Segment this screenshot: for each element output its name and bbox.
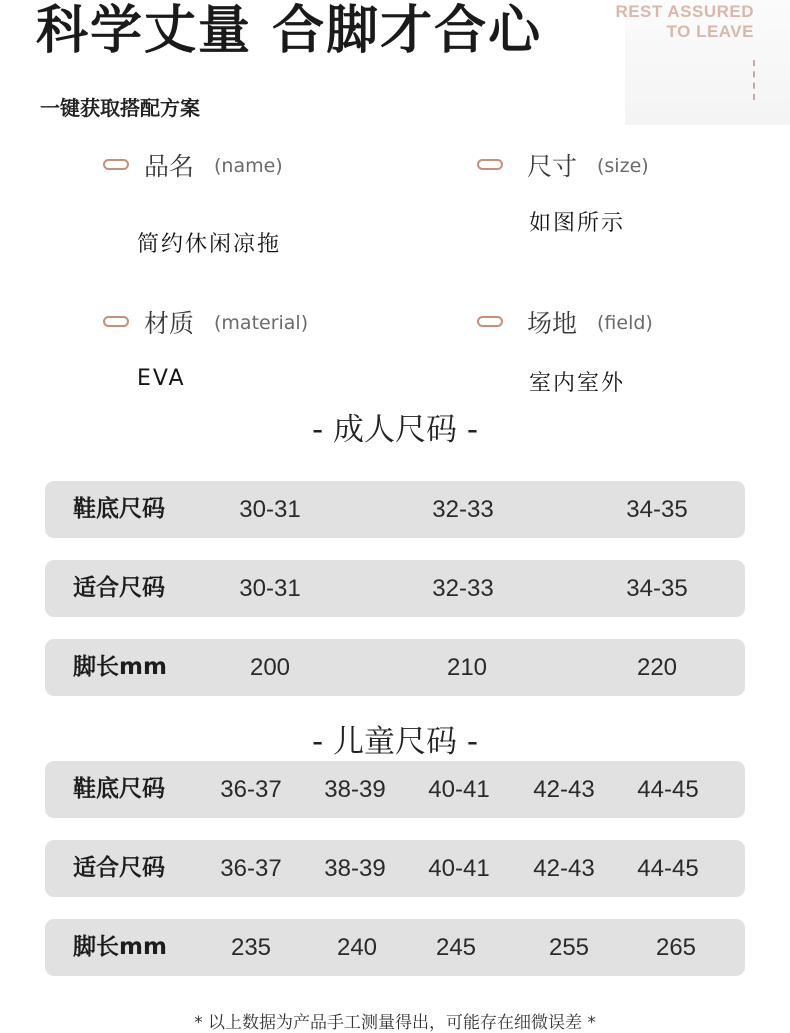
row-label: 鞋底尺码 — [73, 776, 165, 802]
size-cell: 200 — [249, 654, 291, 681]
size-cell: 42-43 — [533, 776, 595, 803]
attr-material-en: (material) — [214, 312, 309, 334]
size-cell: 36-37 — [220, 776, 282, 803]
size-cell: 220 — [636, 654, 678, 681]
size-cell: 42-43 — [533, 855, 595, 882]
size-cell: 265 — [655, 934, 697, 961]
attr-size-value: 如图所示 — [529, 211, 626, 236]
attr-size-en: (size) — [597, 155, 649, 177]
attr-size-label: 尺寸 — [527, 152, 578, 181]
size-cell: 240 — [336, 934, 378, 961]
size-cell: 32-33 — [432, 575, 494, 602]
size-cell: 210 — [446, 654, 488, 681]
size-cell: 235 — [230, 934, 272, 961]
size-cell: 44-45 — [637, 776, 699, 803]
adult-row-fit-size — [45, 560, 745, 617]
kids-row-sole-size — [45, 761, 745, 818]
size-cell: 255 — [548, 934, 590, 961]
size-cell: 36-37 — [220, 855, 282, 882]
page-title: 科学丈量 合脚才合心 — [36, 1, 543, 61]
kids-row-fit-size — [45, 840, 745, 897]
footnote: * 以上数据为产品手工测量得出，可能存在细微误差 * — [194, 1013, 596, 1033]
row-label: 鞋底尺码 — [73, 496, 165, 522]
row-label: 脚长mm — [73, 654, 167, 680]
size-cell: 34-35 — [626, 575, 688, 602]
adult-row-sole-size — [45, 481, 745, 538]
attr-field-value: 室内室外 — [529, 371, 626, 396]
size-cell: 30-31 — [239, 575, 301, 602]
pill-icon — [103, 316, 129, 327]
adult-size-heading: - 成人尺码 - — [311, 412, 479, 448]
size-cell: 40-41 — [428, 776, 490, 803]
size-cell: 40-41 — [428, 855, 490, 882]
pill-icon — [477, 159, 503, 170]
size-cell: 38-39 — [324, 776, 386, 803]
attr-name-label: 品名 — [144, 152, 195, 181]
size-cell: 245 — [435, 934, 477, 961]
row-label: 脚长mm — [73, 934, 167, 960]
size-cell: 32-33 — [432, 496, 494, 523]
adult-row-foot-length — [45, 639, 745, 696]
row-label: 适合尺码 — [73, 855, 165, 881]
attr-material-value: EVA — [137, 366, 186, 391]
attr-name-value: 简约休闲凉拖 — [137, 232, 282, 257]
brand-tagline-line2: TO LEAVE — [666, 22, 754, 41]
kids-row-foot-length — [45, 919, 745, 976]
attr-material-label: 材质 — [144, 309, 195, 338]
size-cell: 34-35 — [626, 496, 688, 523]
page-subtitle: 一键获取搭配方案 — [40, 96, 200, 120]
row-label: 适合尺码 — [73, 575, 165, 601]
pill-icon — [103, 159, 129, 170]
size-cell: 44-45 — [637, 855, 699, 882]
brand-tagline-line1: REST ASSURED — [615, 2, 754, 21]
size-cell: 30-31 — [239, 496, 301, 523]
brand-divider — [753, 60, 755, 100]
size-cell: 38-39 — [324, 855, 386, 882]
attr-name-en: (name) — [214, 155, 283, 177]
attr-field-label: 场地 — [527, 309, 578, 338]
attr-field-en: (field) — [597, 312, 653, 334]
kids-size-heading: - 儿童尺码 - — [311, 724, 479, 760]
pill-icon — [477, 316, 503, 327]
